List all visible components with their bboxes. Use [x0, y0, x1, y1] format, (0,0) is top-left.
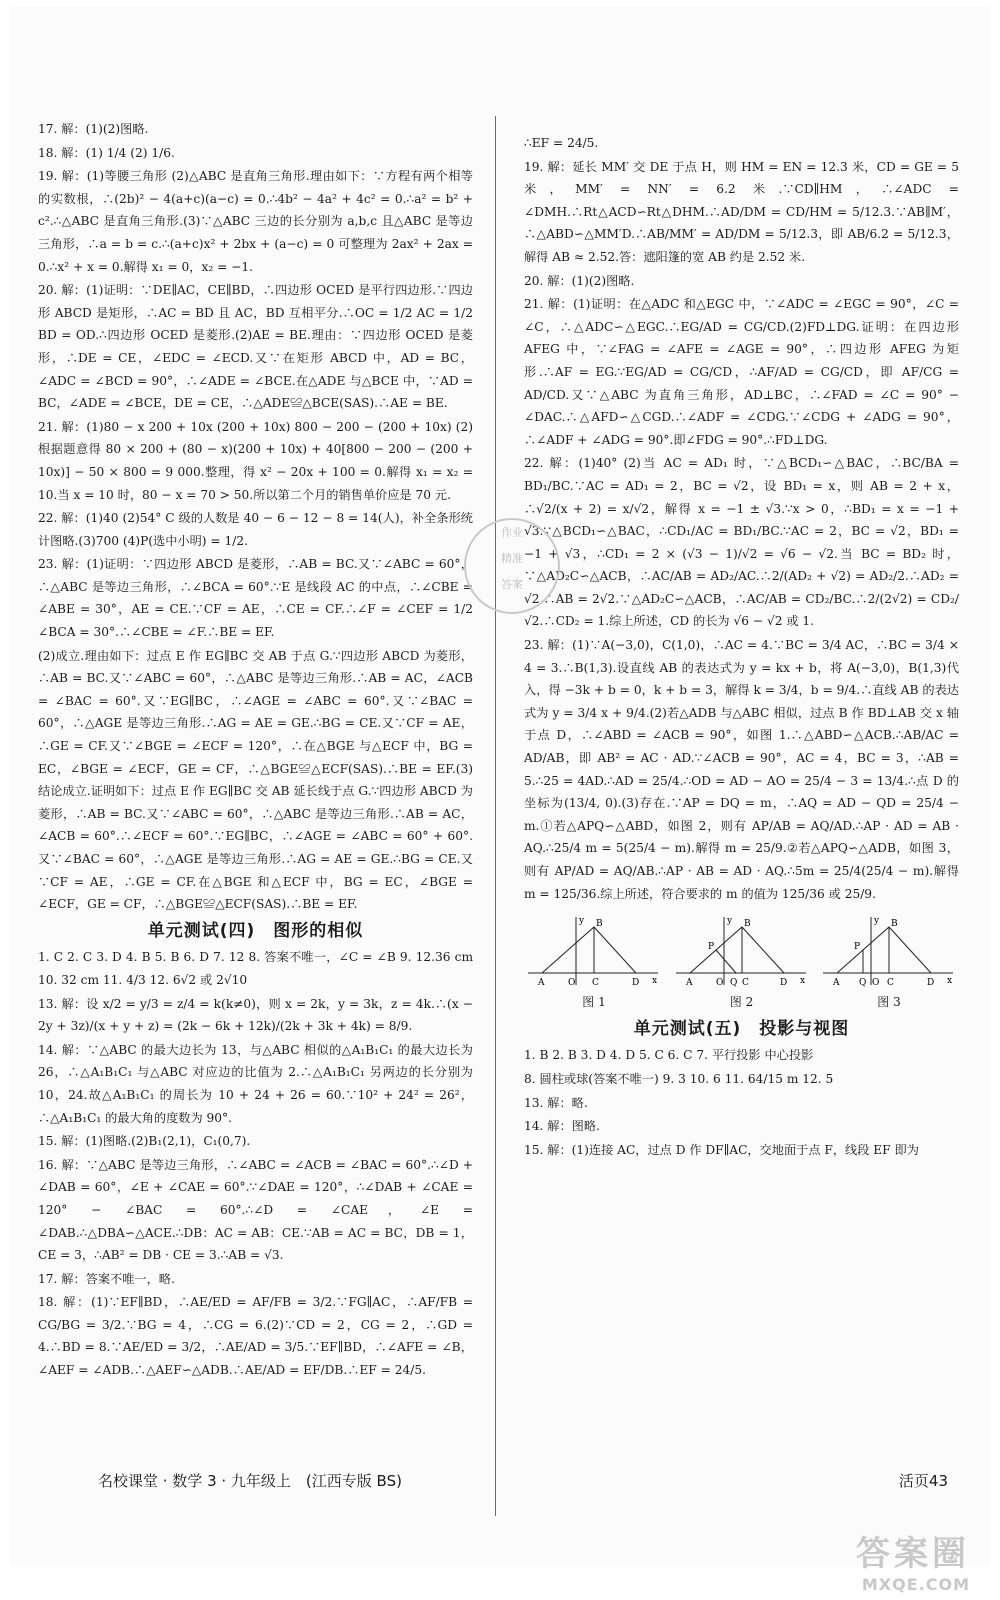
figure-3-diagram [819, 913, 959, 991]
answer-17: 17. 解：(1)(2)图略. [38, 122, 149, 136]
figure-1 [524, 913, 664, 1014]
figure-1-diagram [524, 913, 664, 991]
watermark-logo-text: 答案圈 [856, 1534, 970, 1574]
page-scan [10, 6, 990, 1566]
unit4-answer-22: 22. 解：(1)40° (2)当 AC = AD₁ 时，∵△BCD₁∽△BAC，∴BC/BA = BD₁/BC.∵AC = AD₁ = 2，BC = √2，设 BD₁ = x，则 AB = 2 + x，∴√2/(x + 2) = x/√2，解得 x = −1 ± √3.∵x > 0，∴BD₁ = x = −1 + √3.∵△BCD₁∽△BAC，∴CD₁/AC = BD₁/BC.∵AC = 2，BC = √2，BD₁ = −1 + √3，∴CD₁ = 2 × (√3 − 1)/√2 = √6 − √2.当 BC = BD₂ 时，∵△AD₂C∽△ACB，∴AC/AB = AD₂/AC.∴2/(AD₂ + √2) = AD₂/2.∴AD₂ = √2.∴AB = 2√2.∵△AD₂C∽△ACB，∴AC/AB = CD₂/BC.∴2/(2√2) = CD₂/√2.∴CD₂ = 1.综上所述，CD 的长为 √6 − √2 或 1. [524, 456, 959, 629]
fig3-label-b: B [891, 919, 898, 930]
unit4-answer-21: 21. 解：(1)证明：在△ADC 和△EGC 中，∵∠ADC = ∠EGC = 90°，∠C = ∠C，∴△ADC∽△EGC.∴EG/AD = CG/CD.(2)FD⊥DG.证明：在四边形 AFEG 中，∵∠FAG = ∠AFE = ∠AGE = 90°，∴四边形 AFEG 为矩形.∴AF = EG.∵EG/AD = CG/CD，∴AF/AD = CG/CD，即 AF/CG = AD/CD.又∵△ABC 为直角三角形，AD⊥BC，∴∠FAD = ∠C = 90° − ∠DAC.∴△AFD∽△CGD.∴∠ADF = ∠CDG.∵∠CDG + ∠ADG = 90°，∴∠ADF + ∠ADG = 90°.即∠FDG = 90°.∴FD⊥DG. [524, 297, 959, 447]
unit4-answer-18: 18. 解：(1)∵EF∥BD，∴AE/ED = AF/FB = 3/2.∵FG∥AC，∴AF/FB = CG/BG = 3/2.∵BG = 4，∴CG = 6.(2)∵CD = 2，CG = 2，∴GD = 4.∴BD = 8.∵AE/ED = 3/2，∴AE/AD = 3/5.∵EF∥BD，∴∠AFE = ∠B，∠AEF = ∠ADB.∴△AEF∽△ADB.∴AE/AD = EF/DB.∴EF = 24/5. [38, 1295, 473, 1378]
column-divider [495, 116, 496, 1516]
unit5-fill-blanks: 8. 圆柱或球(答案不唯一) 9. 3 10. 6 11. 64/15 m 12. 5 [524, 1071, 834, 1086]
right-column [524, 132, 959, 1162]
fig3-label-x: x [947, 976, 953, 987]
answer-19: 19. 解：(1)等腰三角形 (2)△ABC 是直角三角形.理由如下：∵方程有两个相等的实数根，∴(2b)² − 4(a+c)(a−c) = 0.∴4b² − 4a² + 4c² = 0.∴a² = b² + c².∴△ABC 是直角三角形.(3)∵△ABC 三边的长分别为 a,b,c 且△ABC 是等边三角形，∴a = b = c.∴(a+c)x² + 2bx + (a−c) = 0 可整理为 2ax² + 2ax = 0.∴x² + x = 0.解得 x₁ = 0，x₂ = −1. [38, 169, 473, 274]
answer-21: 21. 解：(1)80 − x 200 + 10x (200 + 10x) 800 − 200 − (200 + 10x) (2)根据题意得 80 × 200 + (80 − x)(200 + 10x) + 40[800 − 200 − (200 + 10x)] − 50 × 800 = 9 000.整理，得 x² − 20x + 100 = 0.解得 x₁ = x₂ = 10.当 x = 10 时，80 − x = 70 > 50.所以第二个月的销售单价应是 70 元. [38, 419, 473, 502]
answer-20: 20. 解：(1)证明：∵DE∥AC，CE∥BD，∴四边形 OCED 是平行四边形.∵四边形 ABCD 是矩形，∴AC = BD 且 AC，BD 互相平分.∴OC = 1/2 AC = 1/2 BD = OD.∴四边形 OCED 是菱形.(2)AE = BE.理由：∵四边形 OCED 是菱形，∴DE = CE，∠EDC = ∠ECD.又∵在矩形 ABCD 中，AD = BC，∠ADC = ∠BCD = 90°，∴∠ADE = ∠BCE.在△ADE 与△BCE 中，∵AD = BC，∠ADE = ∠BCE，DE = CE，∴△ADE≌△BCE(SAS).∴AE = BE. [38, 283, 473, 411]
fig2-label-o: O [715, 978, 723, 989]
figure-3-caption: 图 3 [877, 995, 901, 1010]
unit4-choices: 1. C 2. C 3. D 4. B 5. B 6. D 7. 12 8. 答案不唯一，∠C = ∠B 9. 12.36 cm 10. 32 cm 11. 4/3 12. 6√2 或 2√10 [38, 950, 473, 987]
fig1-label-o: O [568, 978, 576, 989]
fig1-label-a: A [538, 978, 545, 989]
stamp-line-3: 答案 [501, 578, 523, 591]
footer-book-title: 名校课堂 · 数学 3 · 九年级上 (江西专版 BS) [98, 1472, 402, 1490]
unit4-answer-17: 17. 解：答案不唯一，略. [38, 1271, 175, 1286]
unit4-answer-15: 15. 解：(1)图略.(2)B₁(2,1)，C₁(0,7). [38, 1134, 251, 1149]
unit5-answer-13: 13. 解：略. [524, 1095, 588, 1110]
answer-23-part2: (2)成立.理由如下：过点 E 作 EG∥BC 交 AB 于点 G.∵四边形 ABCD 为菱形，∴AB = BC.又∵∠ABC = 60°，∴△ABC 是等边三角形.∴AB = AC，∠ACB = ∠BAC = 60°.又∵EG∥BC，∴∠AGE = ∠ABC = 60°.又∵∠BAC = 60°，∴△AGE 是等边三角形.∴AG = AE = GE.∴BG = CE.又∵CF = AE，∴GE = CF.又∵∠BGE = ∠ECF = 120°，∴在△BGE 与△ECF 中，BG = EC，∠BGE = ∠ECF，GE = CF，∴△BGE≌△ECF(SAS).∴BE = EF.(3)结论成立.证明如下：过点 E 作 EG∥BC 交 AB 延长线于点 G.∵四边形 ABCD 为菱形，∴AB = BC.又∵∠ABC = 60°，∴△ABC 是等边三角形.∴AB = AC，∠ACB = 60°.∴∠ECF = 60°.∵EG∥BC，∴∠AGE = ∠ABC = 60° + 60°.又∵∠BAC = 60°，∴△AGE 是等边三角形.∴AG = AE = GE.∴BG = CE.又∵CF = AE，∴GE = CF.在△BGE 和△ECF 中，BG = EC，∠BGE = ∠ECF，GE = CF，∴△BGE≌△ECF(SAS).∴BE = EF. [38, 648, 473, 912]
unit5-answer-14: 14. 解：图略. [524, 1119, 600, 1134]
unit4-answer-14: 14. 解：∵△ABC 的最大边长为 13，与△ABC 相似的△A₁B₁C₁ 的最大边长为 26，∴△A₁B₁C₁ 与△ABC 对应边的比值为 2.∴△A₁B₁C₁ 另两边的长分别为 10，24.故△A₁B₁C₁ 的周长为 10 + 24 + 26 = 60.∵10² + 24² = 26²，∴△A₁B₁C₁ 的最大角的度数为 90°. [38, 1042, 473, 1125]
fig1-label-d: D [632, 978, 640, 989]
figure-2-diagram [672, 913, 812, 991]
watermark-url: MXQE.COM [861, 1575, 970, 1594]
fig1-label-b: B [596, 919, 603, 930]
fig2-label-x: x [799, 976, 805, 987]
fig2-label-b: B [743, 919, 751, 930]
answer-18: 18. 解：(1) 1/4 (2) 1/6. [38, 145, 175, 160]
unit4-answer-13: 13. 解：设 x/2 = y/3 = z/4 = k(k≠0)，则 x = 2k，y = 3k，z = 4k.∴(x − 2y + 3z)/(x + y + z) = (2k − 6k + 12k)/(2k + 3k + 4k) = 8/9. [38, 996, 473, 1034]
fig2-label-q: Q [729, 978, 737, 989]
answer-23-part1: 23. 解：(1)证明：∵四边形 ABCD 是菱形，∴AB = BC.又∵∠ABC = 60°，∴△ABC 是等边三角形，∴∠BCA = 60°.∵E 是线段 AC 的中点，∴∠CBE = ∠ABE = 30°，AE = CE.∵CF = AE，∴CE = CF.∴∠F = ∠CEF = 1/2 ∠BCA = 30°.∴∠CBE = ∠F.∴BE = EF. [38, 557, 473, 640]
fig3-label-d: D [927, 978, 935, 989]
answer-22: 22. 解：(1)40 (2)54° C 级的人数是 40 − 6 − 12 − 8 = 14(人)，补全条形统计图略.(3)700 (4)P(选中小明) = 1/2. [38, 511, 473, 548]
fig3-label-c: C [887, 978, 894, 989]
site-watermark [856, 1526, 970, 1594]
fig1-label-x: x [652, 976, 658, 987]
footer-page-number: 活页43 [898, 1472, 948, 1490]
unit4-answer-20: 20. 解：(1)(2)图略. [524, 273, 635, 288]
figure-3 [819, 913, 959, 1014]
unit5-choices: 1. B 2. B 3. D 4. D 5. C 6. C 7. 平行投影 中心投影 [524, 1048, 814, 1063]
figure-1-caption: 图 1 [582, 995, 606, 1010]
unit4-answer-19: 19. 解：延长 MM′ 交 DE 于点 H，则 HM = EN = 12.3 米，CD = GE = 5 米，MM′ = NN′ = 6.2 米.∵CD∥HM，∴∠ADC = ∠DMH.∴Rt△ACD∽Rt△DHM.∴AD/DM = CD/HM = 5/12.3.∵AB∥M′，∴△ABD∽△MM′D.∴AB/MM′ = AD/DM = 5/12.3，即 AB/6.2 = 5/12.3，解得 AB ≈ 2.52.答：遮阳篷的宽 AB 约是 2.52 米. [524, 159, 959, 264]
left-column [38, 118, 473, 1383]
fig1-label-c: C [592, 978, 599, 989]
answer-18-cont: ∴EF = 24/5. [524, 136, 599, 150]
fig2-label-a: A [685, 978, 692, 989]
fig2-label-y: y [726, 916, 732, 927]
section-title-unit5: 单元测试(五) 投影与视图 [633, 1018, 850, 1039]
fig1-label-y: y [579, 916, 585, 927]
unit4-answer-23: 23. 解：(1)∵A(−3,0)，C(1,0)，∴AC = 4.∵BC = 3/4 AC，∴BC = 3/4 × 4 = 3.∴B(1,3).设直线 AB 的表达式为 y = kx + b，将 A(−3,0)，B(1,3)代入，得 −3k + b = 0，k + b = 3，解得 k = 3/4，b = 9/4.∴直线 AB 的表达式为 y = 3/4 x + 9/4.(2)若△ADB 与△ABC 相似，过点 B 作 BD⊥AB 交 x 轴于点 D，∴∠ABD = ∠ACB = 90°，如图 1.∴△ABD∽△ACB.∴AB/AC = AD/AB，即 AB² = AC · AD.∵∠ACB = 90°，AC = 4，BC = 3，∴AB = 5.∴25 = 4AD.∴AD = 25/4.∴OD = AD − AO = 25/4 − 3 = 13/4.∴点 D 的坐标为(13/4, 0).(3)存在.∵AP = DQ = m，∴AQ = AD − QD = 25/4 − m.①若△APQ∽△ABD，如图 2，则有 AP/AB = AQ/AD.∴AP · AD = AB · AQ.∴25/4 m = 5(25/4 − m).解得 m = 25/9.②若△APQ∽△ADB，如图 3，则有 AP/AD = AQ/AB.∴AP · AB = AD · AQ.∴5m = 25/4(25/4 − m).解得 m = 125/36.综上所述，符合要求的 m 的值为 125/36 或 25/9. [524, 638, 959, 901]
stamp-line-2: 精准 [501, 552, 523, 565]
fig3-label-y: y [874, 916, 880, 927]
fig3-label-a: A [833, 978, 840, 989]
fig2-label-p: P [707, 942, 714, 953]
unit4-answer-16: 16. 解：∵△ABC 是等边三角形，∴∠ABC = ∠ACB = ∠BAC = 60°.∴∠D + ∠DAB = 60°，∠E + ∠CAE = 60°.∵∠DAE = 120°，∴∠DAB + ∠CAE = 120° − ∠BAC = 60°.∴∠D = ∠CAE，∠E = ∠DAB.∴△DBA∽△ACE.∴DB：AC = AB：CE.∵AB = AC = BC，DB = 1，CE = 3，∴AB² = DB · CE = 3.∴AB = √3. [38, 1157, 473, 1263]
section-title-unit4: 单元测试(四) 图形的相似 [147, 920, 364, 941]
figure-2-caption: 图 2 [729, 995, 754, 1010]
stamp-line-1: 作业 [501, 526, 523, 539]
faint-stamp [464, 518, 560, 614]
unit5-answer-15: 15. 解：(1)连接 AC，过点 D 作 DF∥AC，交地面于点 F，线段 EF 即为 [524, 1142, 919, 1157]
fig3-label-o: O [872, 978, 880, 989]
fig3-label-p: P [854, 942, 861, 953]
fig2-label-c: C [741, 978, 749, 989]
fig2-label-d: D [779, 978, 787, 989]
coordinate-figures [524, 913, 959, 1014]
fig3-label-q: Q [859, 978, 867, 989]
figure-2 [672, 913, 812, 1014]
